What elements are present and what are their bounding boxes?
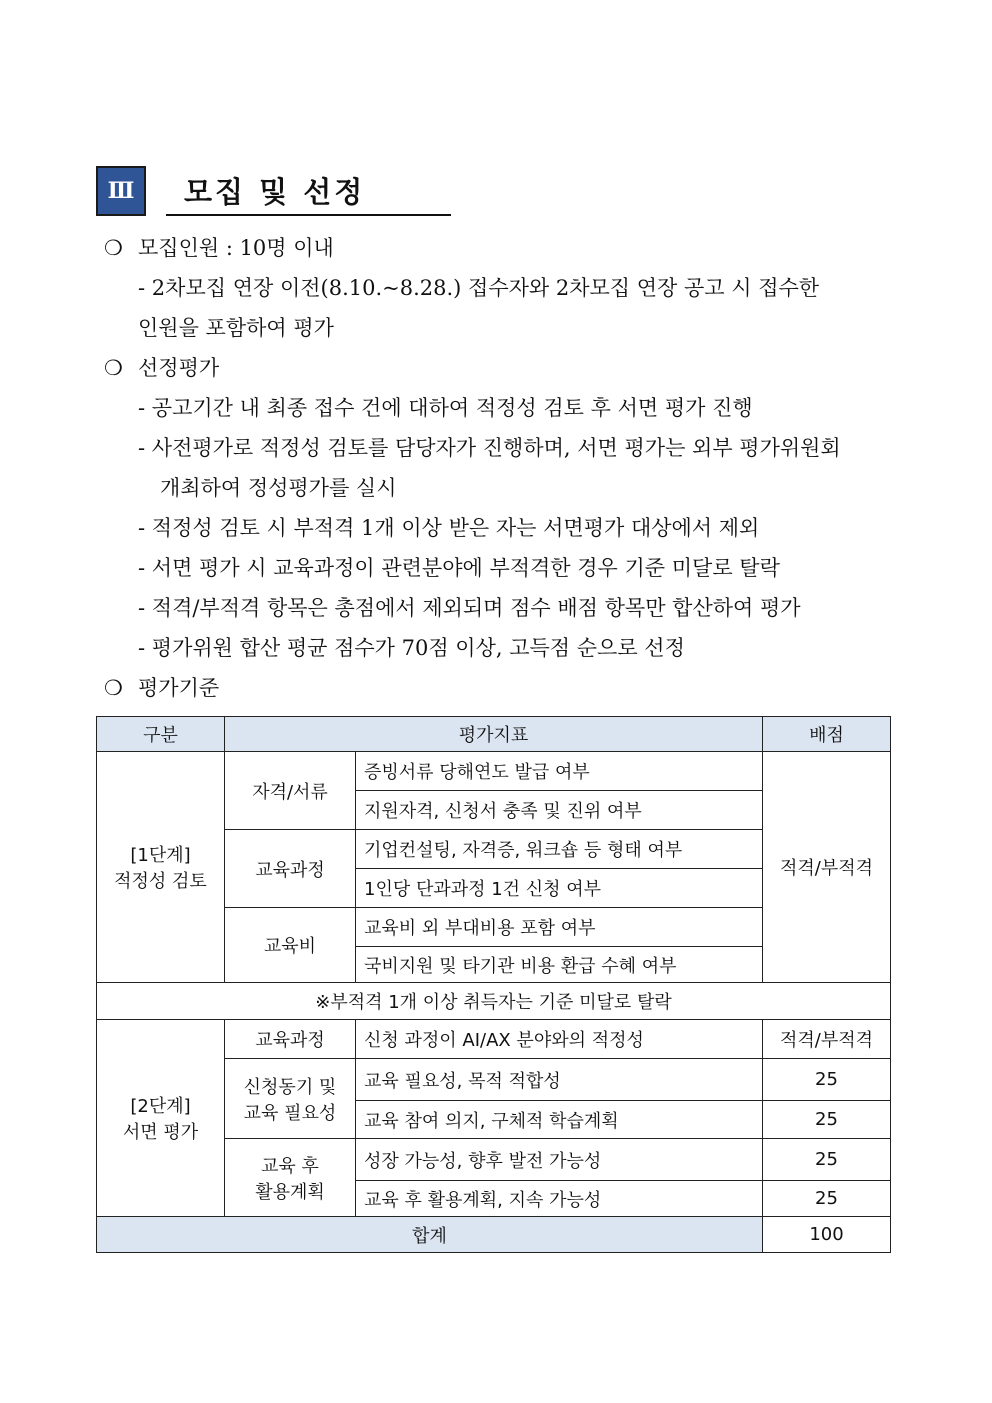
evaluation-table: [96, 716, 891, 1253]
total-score: 100: [763, 1217, 891, 1253]
table-note-row: [97, 983, 891, 1020]
selection-item: - 적격/부적격 항목은 총점에서 제외되며 점수 배점 항목만 합산하여 평가: [138, 596, 801, 620]
stage1-item: 1인당 단과과정 1건 신청 여부: [356, 869, 763, 908]
criteria-heading: [104, 668, 904, 708]
recruit-detail-line2: 인원을 포함하여 평가: [138, 316, 334, 340]
table-header-row: [97, 717, 891, 752]
recruit-heading: [104, 228, 904, 268]
table-row: [97, 752, 891, 791]
stage2-score: 25: [763, 1101, 891, 1139]
dash-icon: -: [138, 276, 146, 300]
header-score: 배점: [763, 717, 891, 752]
stage1-group-name: 자격/서류: [225, 752, 356, 830]
section-title: 모집 및 선정: [184, 175, 366, 209]
circle-bullet-icon: ❍: [104, 676, 123, 700]
stage2-item: 신청 과정이 AI/AX 분야와의 적정성: [356, 1020, 763, 1059]
circle-bullet-icon: ❍: [104, 356, 123, 380]
criteria-heading-text: 평가기준: [138, 676, 220, 700]
table-row: [97, 1020, 891, 1059]
stage2-group-name: 신청동기 및 교육 필요성: [225, 1059, 356, 1139]
stage1-score: 적격/부적격: [763, 752, 891, 983]
title-underline: [166, 214, 451, 216]
stage1-item: 증빙서류 당해연도 발급 여부: [356, 752, 763, 791]
stage2-score: 적격/부적격: [763, 1020, 891, 1059]
section-header: [96, 166, 456, 220]
stage2-score: 25: [763, 1059, 891, 1101]
stage2-group-name: 교육 후 활용계획: [225, 1139, 356, 1217]
stage2-score: 25: [763, 1181, 891, 1217]
total-row: [97, 1217, 891, 1253]
stage2-group-name: 교육과정: [225, 1020, 356, 1059]
selection-item: - 사전평가로 적정성 검토를 담당자가 진행하며, 서면 평가는 외부 평가위원회: [138, 436, 841, 460]
header-indicator: 평가지표: [225, 717, 763, 752]
header-category: 구분: [97, 717, 225, 752]
stage1-item: 지원자격, 신청서 충족 및 진위 여부: [356, 791, 763, 830]
body-text: [104, 228, 904, 708]
stage1-label: [1단계] 적정성 검토: [97, 752, 225, 983]
stage1-group-name: 교육비: [225, 908, 356, 983]
stage1-item: 교육비 외 부대비용 포함 여부: [356, 908, 763, 947]
total-label: 합계: [97, 1217, 763, 1253]
selection-heading: [104, 348, 904, 388]
selection-item: - 평가위원 합산 평균 점수가 70점 이상, 고득점 순으로 선정: [138, 636, 685, 660]
recruit-heading-text: 모집인원 : 10명 이내: [138, 236, 334, 260]
stage1-item: 기업컨설팅, 자격증, 워크숍 등 형태 여부: [356, 830, 763, 869]
stage2-item: 교육 필요성, 목적 적합성: [356, 1059, 763, 1101]
stage1-group-name: 교육과정: [225, 830, 356, 908]
recruit-detail-line1: [104, 268, 904, 308]
stage2-item: 성장 가능성, 향후 발전 가능성: [356, 1139, 763, 1181]
selection-item-continued: 개최하여 정성평가를 실시: [160, 476, 397, 500]
selection-item: - 적정성 검토 시 부적격 1개 이상 받은 자는 서면평가 대상에서 제외: [138, 516, 760, 540]
stage2-label: [2단계] 서면 평가: [97, 1020, 225, 1217]
stage2-score: 25: [763, 1139, 891, 1181]
stage1-item: 국비지원 및 타기관 비용 환급 수혜 여부: [356, 947, 763, 983]
section-number-badge: Ⅲ: [96, 166, 146, 216]
circle-bullet-icon: ❍: [104, 236, 123, 260]
recruit-detail-text: 2차모집 연장 이전(8.10.~8.28.) 접수자와 2차모집 연장 공고 시 접수한: [151, 276, 820, 300]
stage2-item: 교육 후 활용계획, 지속 가능성: [356, 1181, 763, 1217]
selection-item: - 공고기간 내 최종 접수 건에 대하여 적정성 검토 후 서면 평가 진행: [138, 396, 753, 420]
selection-heading-text: 선정평가: [138, 356, 220, 380]
stage2-item: 교육 참여 의지, 구체적 학습계획: [356, 1101, 763, 1139]
selection-item: - 서면 평가 시 교육과정이 관련분야에 부적격한 경우 기준 미달로 탈락: [138, 556, 780, 580]
disqualify-note: ※부적격 1개 이상 취득자는 기준 미달로 탈락: [97, 983, 891, 1020]
